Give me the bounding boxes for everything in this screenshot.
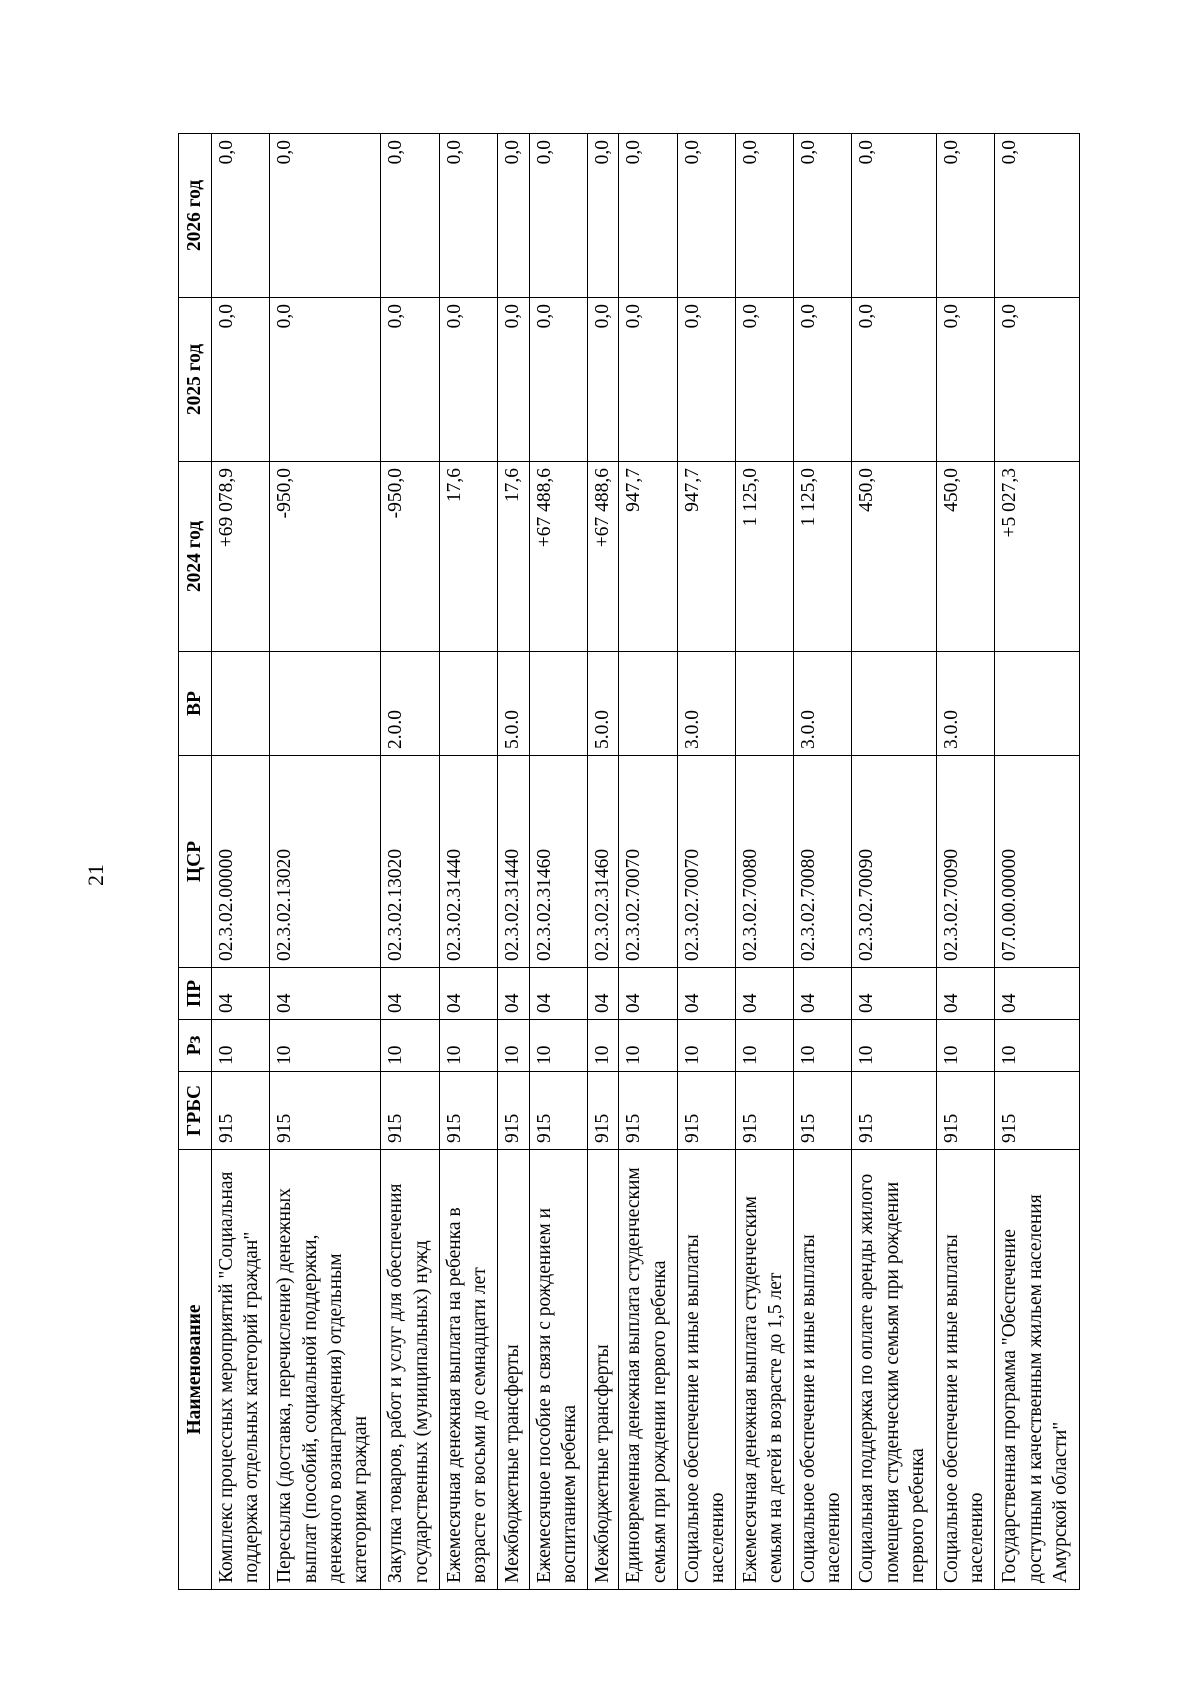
cell-grbs: 915 — [735, 1072, 793, 1150]
cell-rz: 10 — [619, 1020, 677, 1072]
cell-pr: 04 — [212, 968, 270, 1020]
cell-2026: 0,0 — [529, 134, 587, 298]
cell-2026: 0,0 — [936, 134, 994, 298]
cell-rz: 10 — [995, 1020, 1080, 1072]
cell-2024: -950,0 — [381, 462, 439, 652]
cell-2024: 450,0 — [852, 462, 937, 652]
header-2024: 2024 год — [179, 462, 212, 652]
cell-2025: 0,0 — [529, 298, 587, 462]
cell-csr: 02.3.02.13020 — [381, 756, 439, 968]
cell-name: Единовременная денежная выплата студенческим семьям при рождении первого ребенка — [619, 1150, 677, 1590]
cell-grbs: 915 — [529, 1072, 587, 1150]
cell-pr: 04 — [497, 968, 529, 1020]
header-2026: 2026 год — [179, 134, 212, 298]
cell-2026: 0,0 — [439, 134, 497, 298]
cell-vr — [852, 652, 937, 756]
cell-2025: 0,0 — [270, 298, 381, 462]
cell-vr — [995, 652, 1080, 756]
cell-2024: +69 078,9 — [212, 462, 270, 652]
header-vr: ВР — [179, 652, 212, 756]
table-row — [212, 134, 270, 1590]
cell-pr: 04 — [587, 968, 619, 1020]
cell-2026: 0,0 — [995, 134, 1080, 298]
cell-2026: 0,0 — [677, 134, 735, 298]
cell-grbs: 915 — [270, 1072, 381, 1150]
cell-2026: 0,0 — [270, 134, 381, 298]
cell-2025: 0,0 — [381, 298, 439, 462]
cell-csr: 02.3.02.31440 — [439, 756, 497, 968]
cell-csr: 02.3.02.70080 — [735, 756, 793, 968]
cell-csr: 02.3.02.00000 — [212, 756, 270, 968]
cell-2025: 0,0 — [587, 298, 619, 462]
cell-rz: 10 — [794, 1020, 852, 1072]
cell-grbs: 915 — [619, 1072, 677, 1150]
cell-rz: 10 — [381, 1020, 439, 1072]
cell-pr: 04 — [995, 968, 1080, 1020]
cell-2024: +5 027,3 — [995, 462, 1080, 652]
cell-name: Закупка товаров, работ и услуг для обеспечения государственных (муниципальных) нужд — [381, 1150, 439, 1590]
budget-table — [178, 133, 1080, 1590]
cell-2025: 0,0 — [677, 298, 735, 462]
cell-2024: 947,7 — [677, 462, 735, 652]
cell-csr: 02.3.02.70090 — [936, 756, 994, 968]
cell-vr: 3.0.0 — [677, 652, 735, 756]
table-row — [619, 134, 677, 1590]
cell-pr: 04 — [852, 968, 937, 1020]
cell-vr: 5.0.0 — [587, 652, 619, 756]
cell-2025: 0,0 — [439, 298, 497, 462]
header-name: Наименование — [179, 1150, 212, 1590]
cell-grbs: 915 — [587, 1072, 619, 1150]
cell-csr: 02.3.02.31460 — [587, 756, 619, 968]
cell-grbs: 915 — [794, 1072, 852, 1150]
cell-2026: 0,0 — [587, 134, 619, 298]
cell-name: Социальное обеспечение и иные выплаты населению — [794, 1150, 852, 1590]
table-header-row — [179, 134, 212, 1590]
cell-name: Ежемесячная денежная выплата студенческим семьям на детей в возрасте до 1,5 лет — [735, 1150, 793, 1590]
cell-2026: 0,0 — [381, 134, 439, 298]
cell-2025: 0,0 — [497, 298, 529, 462]
cell-grbs: 915 — [212, 1072, 270, 1150]
cell-vr: 3.0.0 — [794, 652, 852, 756]
cell-pr: 04 — [677, 968, 735, 1020]
table-row — [794, 134, 852, 1590]
cell-2026: 0,0 — [212, 134, 270, 298]
cell-2024: -950,0 — [270, 462, 381, 652]
cell-vr — [735, 652, 793, 756]
cell-vr — [439, 652, 497, 756]
cell-2025: 0,0 — [794, 298, 852, 462]
cell-rz: 10 — [587, 1020, 619, 1072]
cell-csr: 02.3.02.31440 — [497, 756, 529, 968]
cell-grbs: 915 — [995, 1072, 1080, 1150]
cell-pr: 04 — [270, 968, 381, 1020]
cell-grbs: 915 — [852, 1072, 937, 1150]
cell-name: Ежемесячная денежная выплата на ребенка в возрасте от восьми до семнадцати лет — [439, 1150, 497, 1590]
cell-rz: 10 — [677, 1020, 735, 1072]
cell-name: Социальное обеспечение и иные выплаты населению — [936, 1150, 994, 1590]
cell-pr: 04 — [735, 968, 793, 1020]
cell-2026: 0,0 — [497, 134, 529, 298]
cell-vr — [212, 652, 270, 756]
cell-2026: 0,0 — [794, 134, 852, 298]
cell-2024: 1 125,0 — [794, 462, 852, 652]
cell-name: Социальная поддержка по оплате аренды жилого помещения студенческим семьям при рождении первого ребенка — [852, 1150, 937, 1590]
cell-csr: 02.3.02.70070 — [619, 756, 677, 968]
cell-2026: 0,0 — [852, 134, 937, 298]
cell-grbs: 915 — [677, 1072, 735, 1150]
cell-vr: 3.0.0 — [936, 652, 994, 756]
cell-name: Межбюджетные трансферты — [587, 1150, 619, 1590]
table-body — [212, 134, 1080, 1590]
cell-rz: 10 — [735, 1020, 793, 1072]
cell-csr: 02.3.02.31460 — [529, 756, 587, 968]
cell-2026: 0,0 — [619, 134, 677, 298]
cell-name: Социальное обеспечение и иные выплаты населению — [677, 1150, 735, 1590]
cell-pr: 04 — [529, 968, 587, 1020]
cell-csr: 02.3.02.70070 — [677, 756, 735, 968]
table-row — [587, 134, 619, 1590]
cell-2024: 947,7 — [619, 462, 677, 652]
table-row — [936, 134, 994, 1590]
cell-2025: 0,0 — [995, 298, 1080, 462]
table-row — [677, 134, 735, 1590]
header-grbs: ГРБС — [179, 1072, 212, 1150]
cell-vr: 5.0.0 — [497, 652, 529, 756]
table-row — [852, 134, 937, 1590]
cell-name: Ежемесячное пособие в связи с рождением и воспитанием ребенка — [529, 1150, 587, 1590]
cell-rz: 10 — [852, 1020, 937, 1072]
cell-vr — [529, 652, 587, 756]
cell-rz: 10 — [497, 1020, 529, 1072]
cell-grbs: 915 — [936, 1072, 994, 1150]
cell-csr: 02.3.02.13020 — [270, 756, 381, 968]
cell-name: Комплекс процессных мероприятий "Социальная поддержка отдельных категорий граждан" — [212, 1150, 270, 1590]
cell-rz: 10 — [212, 1020, 270, 1072]
cell-2024: 17,6 — [439, 462, 497, 652]
cell-vr — [270, 652, 381, 756]
header-rz: Рз — [179, 1020, 212, 1072]
cell-2025: 0,0 — [735, 298, 793, 462]
table-row — [735, 134, 793, 1590]
header-csr: ЦСР — [179, 756, 212, 968]
cell-vr — [619, 652, 677, 756]
cell-pr: 04 — [381, 968, 439, 1020]
cell-pr: 04 — [439, 968, 497, 1020]
cell-name: Государственная программа "Обеспечение доступным и качественным жильем населения Амурской области" — [995, 1150, 1080, 1590]
cell-grbs: 915 — [497, 1072, 529, 1150]
cell-csr: 07.0.00.00000 — [995, 756, 1080, 968]
cell-2025: 0,0 — [852, 298, 937, 462]
cell-rz: 10 — [936, 1020, 994, 1072]
cell-grbs: 915 — [381, 1072, 439, 1150]
cell-name: Пересылка (доставка, перечисление) денежных выплат (пособий, социальной поддержки, денежного вознаграждения) отдельным категориям граждан — [270, 1150, 381, 1590]
cell-rz: 10 — [529, 1020, 587, 1072]
cell-pr: 04 — [936, 968, 994, 1020]
cell-csr: 02.3.02.70080 — [794, 756, 852, 968]
cell-2025: 0,0 — [936, 298, 994, 462]
cell-2024: +67 488,6 — [529, 462, 587, 652]
table-row — [529, 134, 587, 1590]
header-2025: 2025 год — [179, 298, 212, 462]
cell-2026: 0,0 — [735, 134, 793, 298]
table-row — [381, 134, 439, 1590]
table-row — [270, 134, 381, 1590]
cell-2025: 0,0 — [212, 298, 270, 462]
cell-vr: 2.0.0 — [381, 652, 439, 756]
cell-grbs: 915 — [439, 1072, 497, 1150]
page-number: 21 — [83, 864, 108, 886]
cell-2024: +67 488,6 — [587, 462, 619, 652]
cell-pr: 04 — [794, 968, 852, 1020]
table-row — [995, 134, 1080, 1590]
header-pr: ПР — [179, 968, 212, 1020]
table-row — [497, 134, 529, 1590]
cell-2024: 450,0 — [936, 462, 994, 652]
cell-pr: 04 — [619, 968, 677, 1020]
cell-2024: 1 125,0 — [735, 462, 793, 652]
cell-name: Межбюджетные трансферты — [497, 1150, 529, 1590]
cell-csr: 02.3.02.70090 — [852, 756, 937, 968]
cell-2024: 17,6 — [497, 462, 529, 652]
table-row — [439, 134, 497, 1590]
rotated-table-container — [178, 134, 1080, 1590]
cell-2025: 0,0 — [619, 298, 677, 462]
cell-rz: 10 — [439, 1020, 497, 1072]
cell-rz: 10 — [270, 1020, 381, 1072]
